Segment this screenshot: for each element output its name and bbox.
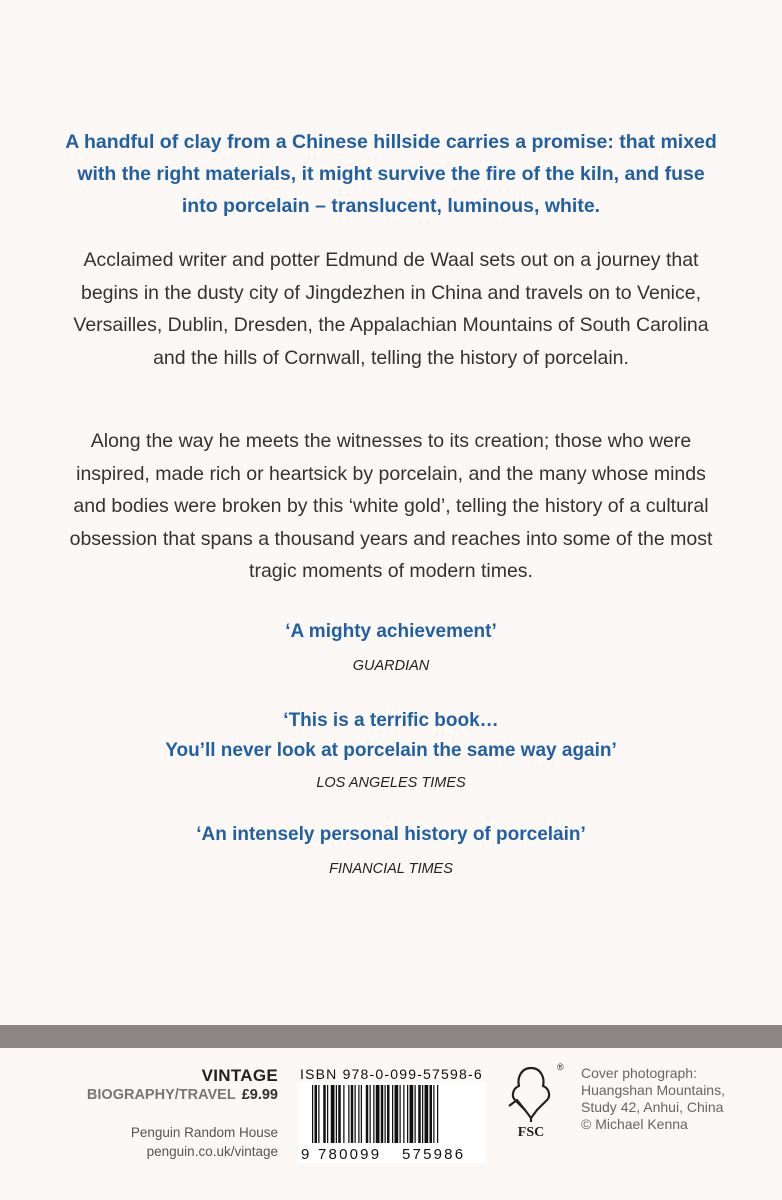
barcode-bar xyxy=(315,1085,318,1143)
barcode-bar xyxy=(366,1085,369,1143)
review-quote-line: You’ll never look at porcelain the same way again’ xyxy=(165,740,617,761)
footer-band xyxy=(0,1025,782,1048)
review-quote: ‘A mighty achievement’ xyxy=(285,621,497,642)
barcode-digits-left: 780099 xyxy=(318,1146,382,1163)
barcode-bar xyxy=(370,1085,371,1143)
fsc-logo xyxy=(495,1060,567,1140)
publisher-name: Penguin Random House xyxy=(130,1125,278,1140)
barcode-bar xyxy=(403,1085,404,1143)
barcode-bar xyxy=(395,1085,399,1143)
review-quote xyxy=(60,706,722,766)
isbn-number: ISBN 978-0-099-57598-6 xyxy=(300,1066,483,1082)
barcode-bar xyxy=(312,1085,313,1143)
tagline: A handful of clay from a Chinese hillside carries a promise: that mixed with the right materials, it might survive the fire of the kiln, and fuse into porcelain – translucent, luminous, white. xyxy=(65,131,717,217)
book-category: BIOGRAPHY/TRAVEL xyxy=(86,1087,236,1103)
barcode-bar xyxy=(351,1085,354,1143)
barcode-bar xyxy=(418,1085,421,1143)
barcode-bar xyxy=(410,1085,414,1143)
barcode-bar xyxy=(376,1085,380,1143)
barcode-bar xyxy=(348,1085,349,1143)
cover-credit-line: Huangshan Mountains, xyxy=(581,1082,725,1098)
cover-credit xyxy=(581,1065,725,1133)
review-source: GUARDIAN xyxy=(352,658,430,674)
publisher-info xyxy=(131,1123,278,1161)
barcode-bar xyxy=(387,1085,390,1143)
cover-credit-line: © Michael Kenna xyxy=(581,1116,688,1132)
barcode-bar xyxy=(331,1085,335,1143)
description-paragraph: Acclaimed writer and potter Edmund de Waal sets out on a journey that begins in the dusty city of Jingdezhen in China and travels on to Venice, Versailles, Dublin, Dresden, the Appalachian Mountains of South Carolina and the hills of Cornwall, telling the history of porcelain. xyxy=(73,249,709,369)
barcode-bar xyxy=(400,1085,401,1143)
description-paragraph: Along the way he meets the witnesses to its creation; those who were inspired, made rich or heartsick by porcelain, and the many whose minds and bodies were broken by this ‘white gold’, telling the history of a cultural obsession that spans a thousand years and reaches into some of the most tragic moments of modern times. xyxy=(69,430,713,582)
barcode-bar xyxy=(437,1085,438,1143)
category-price-line xyxy=(87,1087,278,1103)
barcode-bar xyxy=(361,1085,362,1143)
barcode-bar xyxy=(425,1085,429,1143)
barcode-bar xyxy=(343,1085,344,1143)
fsc-label: FSC xyxy=(517,1125,545,1140)
publisher-website: penguin.co.uk/vintage xyxy=(146,1144,278,1159)
cover-credit-line: Cover photograph: xyxy=(581,1065,697,1081)
barcode-digit-first: 9 xyxy=(301,1146,310,1163)
review-quote: ‘An intensely personal history of porcelain’ xyxy=(196,824,586,845)
barcode-bar xyxy=(355,1085,356,1143)
barcode-bar xyxy=(415,1085,416,1143)
barcode-bar xyxy=(373,1085,374,1143)
barcode-bar xyxy=(381,1085,384,1143)
barcode-bar xyxy=(323,1085,326,1143)
barcode-bar xyxy=(407,1085,408,1143)
review-source: LOS ANGELES TIMES xyxy=(316,775,466,791)
barcode-bar xyxy=(430,1085,433,1143)
isbn-barcode xyxy=(298,1083,486,1163)
imprint-name: VINTAGE xyxy=(201,1066,278,1085)
barcode-bar xyxy=(433,1085,434,1143)
barcode-bar xyxy=(385,1085,386,1143)
barcode-bar xyxy=(422,1085,423,1143)
barcode-bar xyxy=(327,1085,328,1143)
cover-credit-line: Study 42, Anhui, China xyxy=(581,1099,724,1115)
review-source: FINANCIAL TIMES xyxy=(329,861,453,877)
barcode-digits-right: 575986 xyxy=(402,1146,466,1163)
barcode-bar xyxy=(338,1085,341,1143)
barcode-bar xyxy=(392,1085,393,1143)
barcode-bar xyxy=(336,1085,337,1143)
review-quote-line: ‘This is a terrific book… xyxy=(283,710,499,731)
fsc-trademark: ® xyxy=(557,1062,564,1072)
barcode-bar xyxy=(358,1085,359,1143)
price: £9.99 xyxy=(241,1087,278,1103)
barcode-bar xyxy=(318,1085,319,1143)
